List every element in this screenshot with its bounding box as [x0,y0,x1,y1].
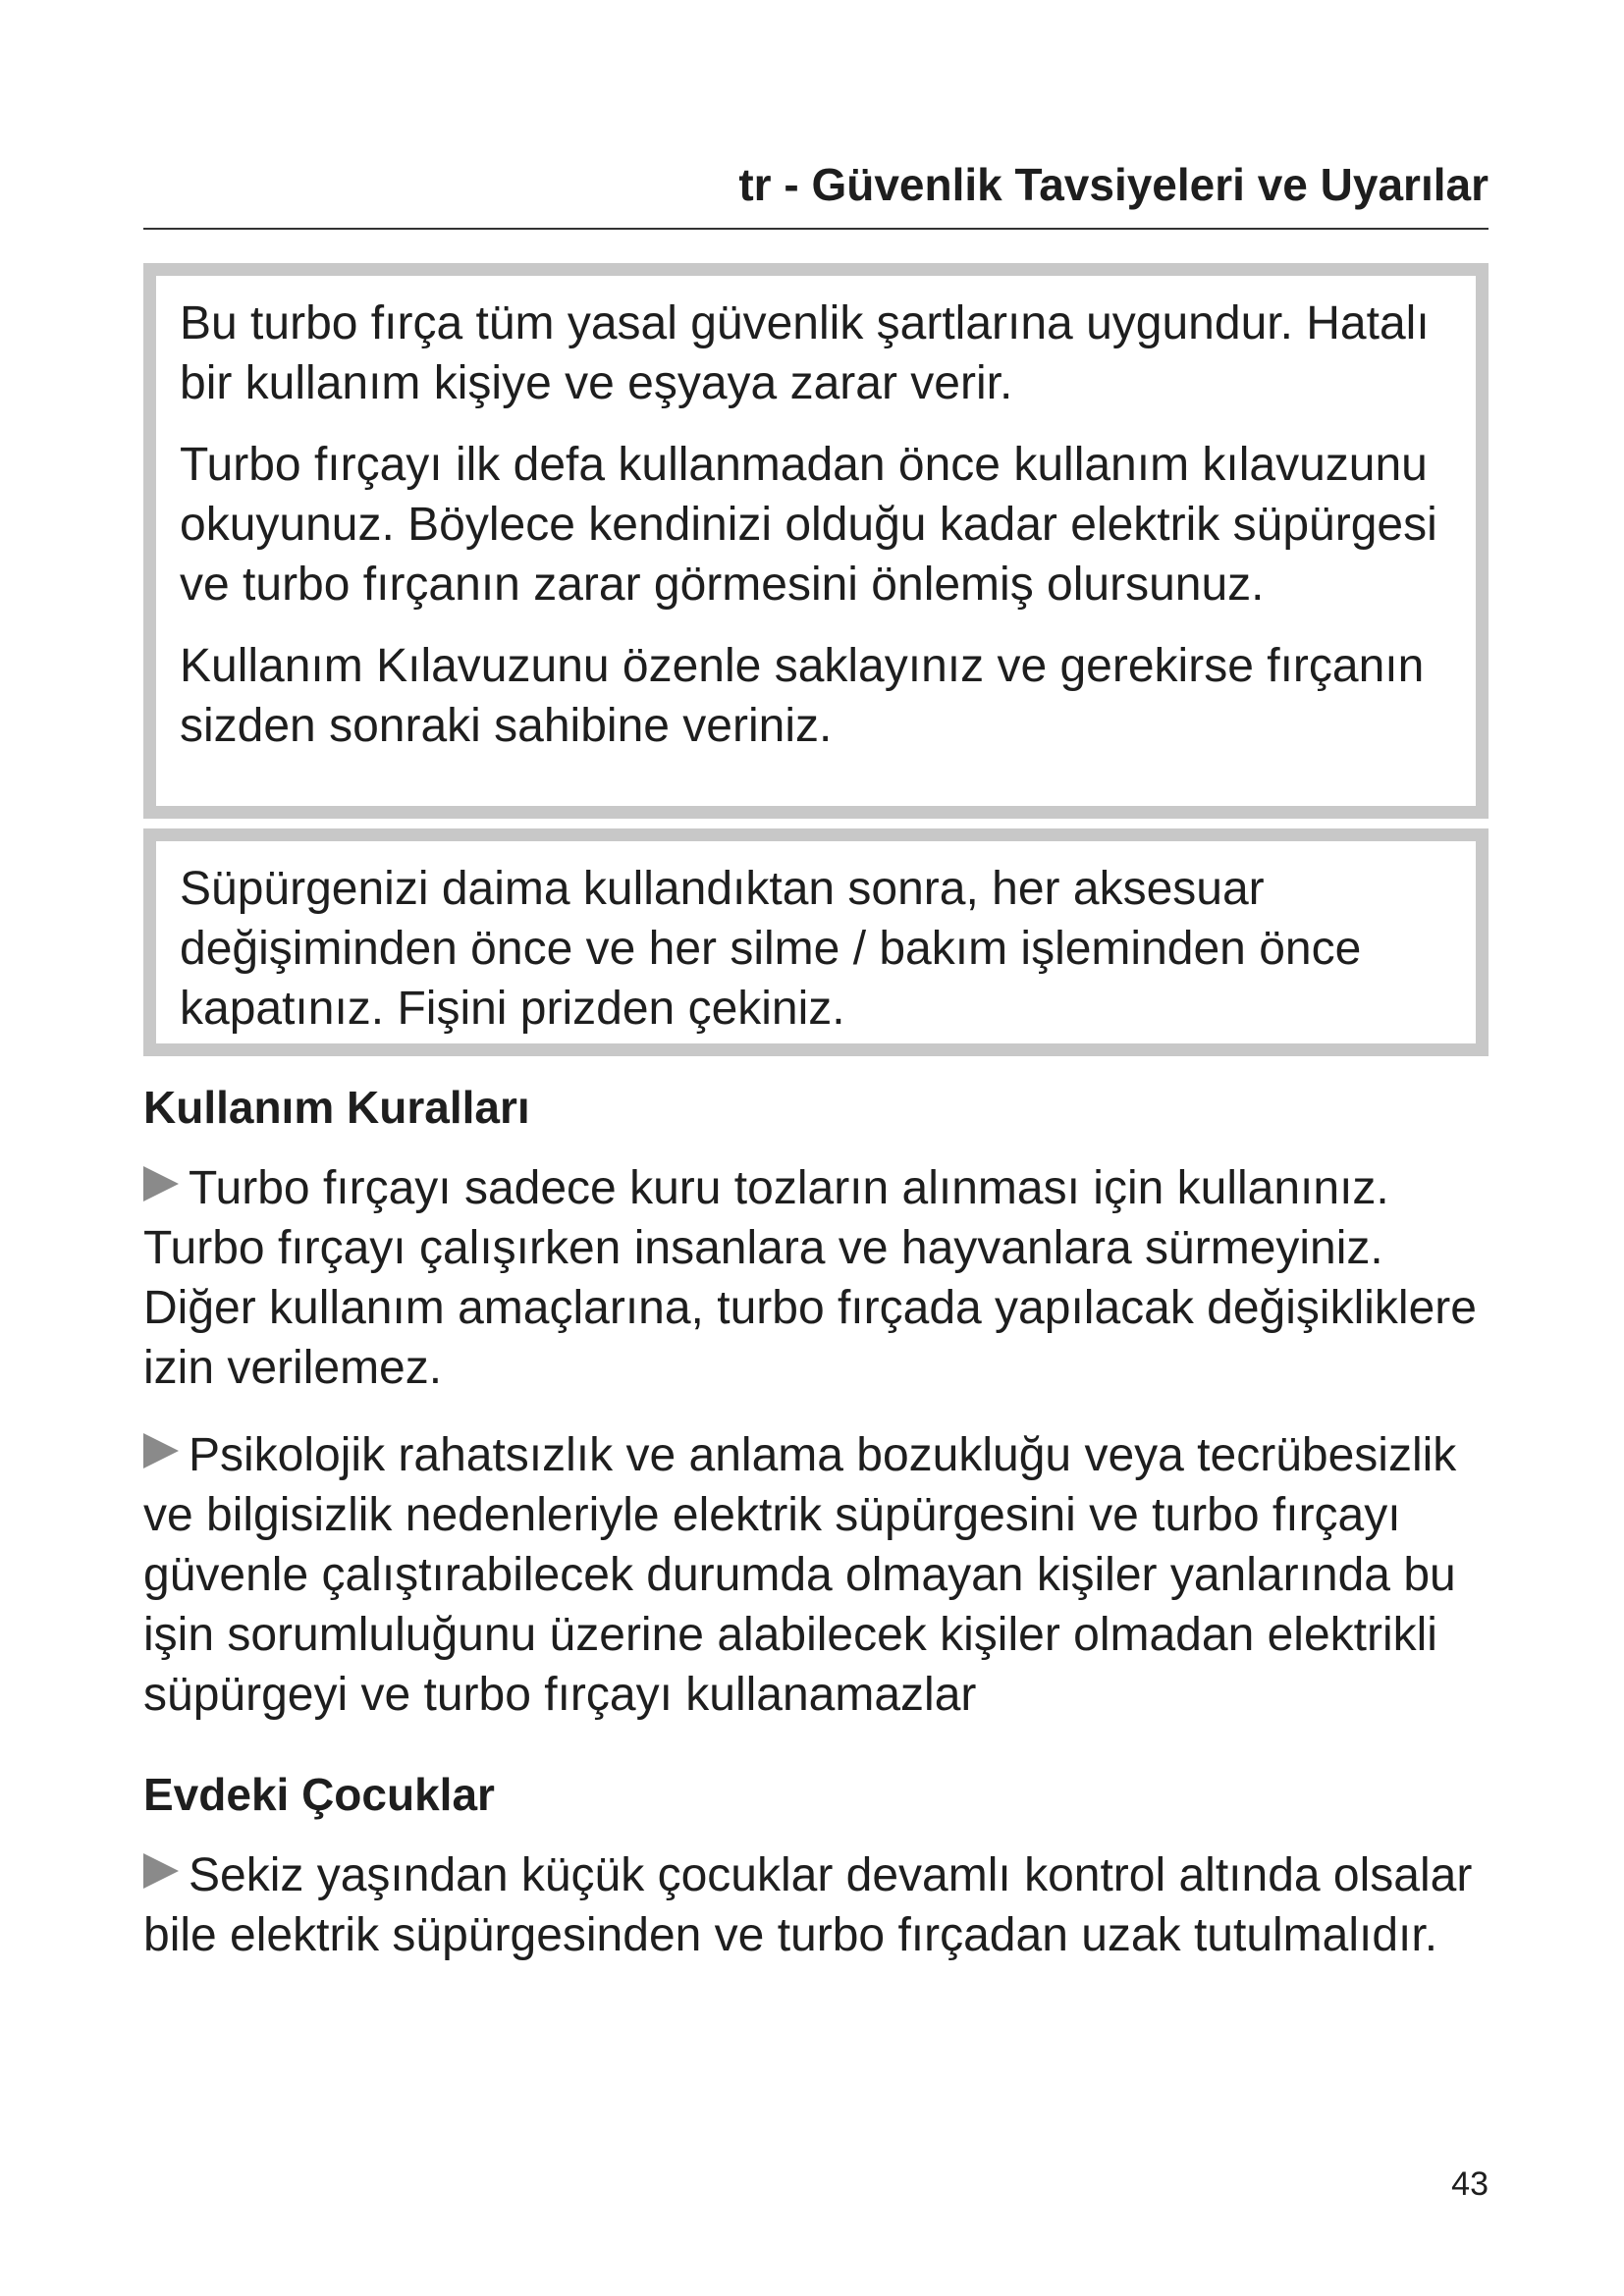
list-item [143,1845,1490,1965]
play-triangle-icon [143,1166,179,1201]
page-header-title: tr - Güvenlik Tavsiyeleri ve Uyarılar [738,159,1489,210]
section-heading-usage-rules: Kullanım Kuralları [143,1082,530,1133]
list-item-text: Turbo fırçayı sadece kuru tozların alınması için kullanınız. Turbo fırçayı çalışırken insanlara ve hayvanlara sürmeyiniz. Diğer kullanım amaçlarına, turbo fırçada yapılacak değişikliklere izin verilemez. [143,1162,1477,1394]
notice-paragraph: Turbo fırçayı ilk defa kullanmadan önce kullanım kılavuzunu okuyunuz. Böylece kendinizi olduğu kadar elektrik süpürgesi ve turbo fırçanın zarar görmesini önlemiş olursunuz. [180,439,1437,611]
notice-paragraph: Süpürgenizi daima kullandıktan sonra, her aksesuar değişiminden önce ve her silme / bakım işleminden önce kapatınız. Fişini prizden çekiniz. [180,863,1362,1035]
notice-paragraph: Kullanım Kılavuzunu özenle saklayınız ve gerekirse fırçanın sizden sonraki sahibine veriniz. [180,640,1425,752]
play-triangle-icon [143,1853,179,1889]
list-item [143,1158,1490,1398]
unplug-notice-box [143,828,1489,1056]
page-number: 43 [1451,2165,1489,2203]
header-divider [143,228,1489,230]
section-heading-children: Evdeki Çocuklar [143,1769,495,1820]
list-item-text: Sekiz yaşından küçük çocuklar devamlı kontrol altında olsalar bile elektrik süpürgesinden ve turbo fırçadan uzak tutulmalıdır. [143,1849,1473,1961]
notice-paragraph: Bu turbo fırça tüm yasal güvenlik şartlarına uygundur. Hatalı bir kullanım kişiye ve eşyaya zarar verir. [180,297,1430,409]
list-item [143,1425,1490,1725]
play-triangle-icon [143,1433,179,1468]
safety-notice-box [143,263,1489,819]
list-item-text: Psikolojik rahatsızlık ve anlama bozukluğu veya tecrübesizlik ve bilgisizlik nedenleriyle elektrik süpürgesini ve turbo fırçayı güvenle çalıştırabilecek durumda olmayan kişiler yanlarında bu işin sorumluluğunu üzerine alabilecek kişiler olmadan elektrikli süpürgeyi ve turbo fırçayı kullanamazlar [143,1429,1457,1721]
